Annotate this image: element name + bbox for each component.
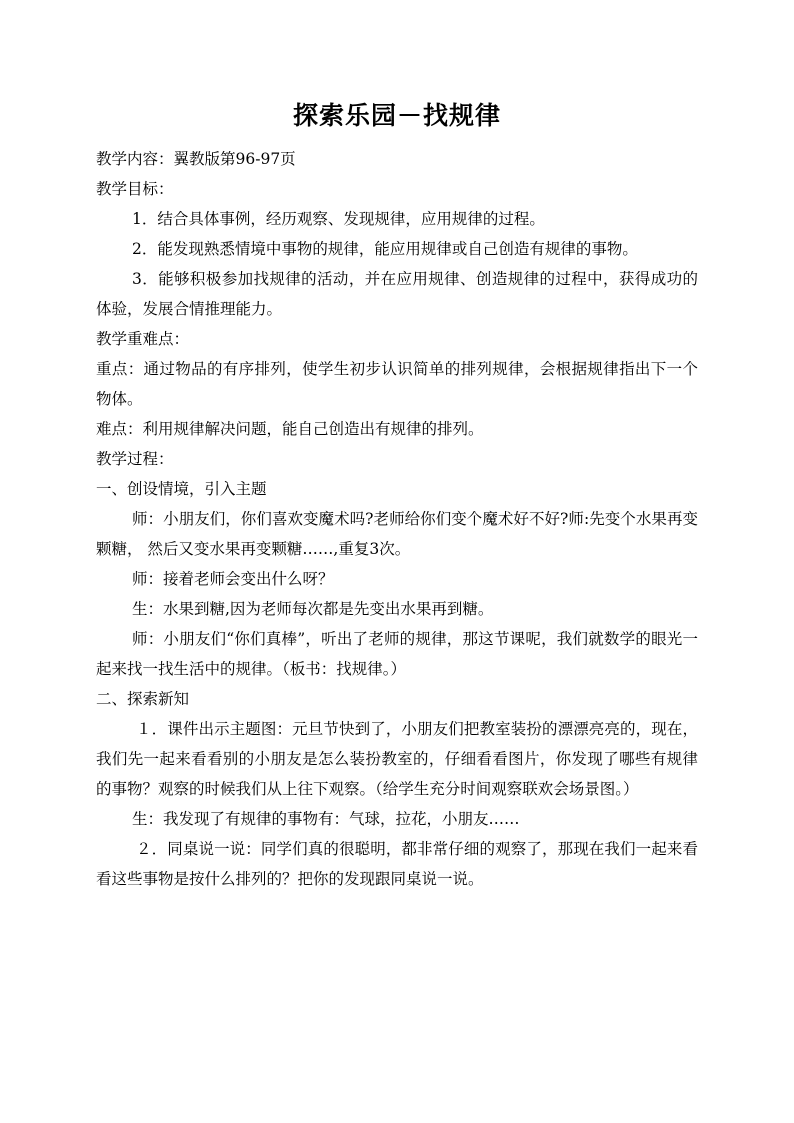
document-title: 探索乐园－找规律 (292, 101, 501, 130)
student-dialogue-2: 生：我发现了有规律的事物有：气球，拉花，小朋友…… (132, 810, 520, 828)
activity-2-paragraph: ２．同桌说一说：同学们真的很聪明，都非常仔细的观察了，那现在我们一起来看看这些事物是按什么排列的？把你的发现跟同桌说一说。 (96, 840, 698, 888)
goal-item-1: 1．结合具体事例，经历观察、发现规律，应用规律的过程。 (132, 210, 545, 228)
key-point-paragraph: 重点：通过物品的有序排列，使学生初步认识简单的排列规律，会根据规律指出下一个物体。 (96, 360, 698, 408)
key-difficult-heading: 教学重难点： (96, 330, 190, 348)
section-heading-2: 二、探索新知 (96, 690, 190, 708)
goal-item-2: 2．能发现熟悉情境中事物的规律，能应用规律或自己创造有规律的事物。 (132, 240, 638, 258)
difficult-point-line: 难点：利用规律解决问题，能自己创造出有规律的排列。 (96, 420, 484, 438)
teacher-dialogue-1: 师：小朋友们，你们喜欢变魔术吗?老师给你们变个魔术好不好?师:先变个水果再变颗糖， 然后又变水果再变颗糖……,重复3次。 (96, 510, 698, 558)
teaching-goals-heading: 教学目标： (96, 180, 174, 198)
teacher-dialogue-3: 师：小朋友们“你们真棒”，听出了老师的规律，那这节课呢，我们就数学的眼光一起来找一找生活中的规律。（板书：找规律。） (96, 630, 698, 678)
goal-item-3: 3．能够积极参加找规律的活动，并在应用规律、创造规律的过程中，获得成功的体验，发展合情推理能力。 (96, 270, 698, 318)
section-heading-1: 一、创设情境，引入主题 (96, 480, 267, 498)
teacher-dialogue-2: 师：接着老师会变出什么呀？ (132, 570, 334, 588)
document-body (96, 144, 698, 894)
teaching-process-heading: 教学过程： (96, 450, 174, 468)
teaching-content-line: 教学内容：翼教版第96-97页 (96, 150, 296, 168)
student-dialogue-1: 生：水果到糖,因为老师每次都是先变出水果再到糖。 (132, 600, 494, 618)
activity-1-paragraph: １．课件出示主题图：元旦节快到了，小朋友们把教室装扮的漂漂亮亮的，现在，我们先一起来看看别的小朋友是怎么装扮教室的，仔细看看图片，你发现了哪些有规律的事物？观察的时候我们从上往下观察。（给学生充分时间观察联欢会场景图。） (96, 720, 698, 798)
